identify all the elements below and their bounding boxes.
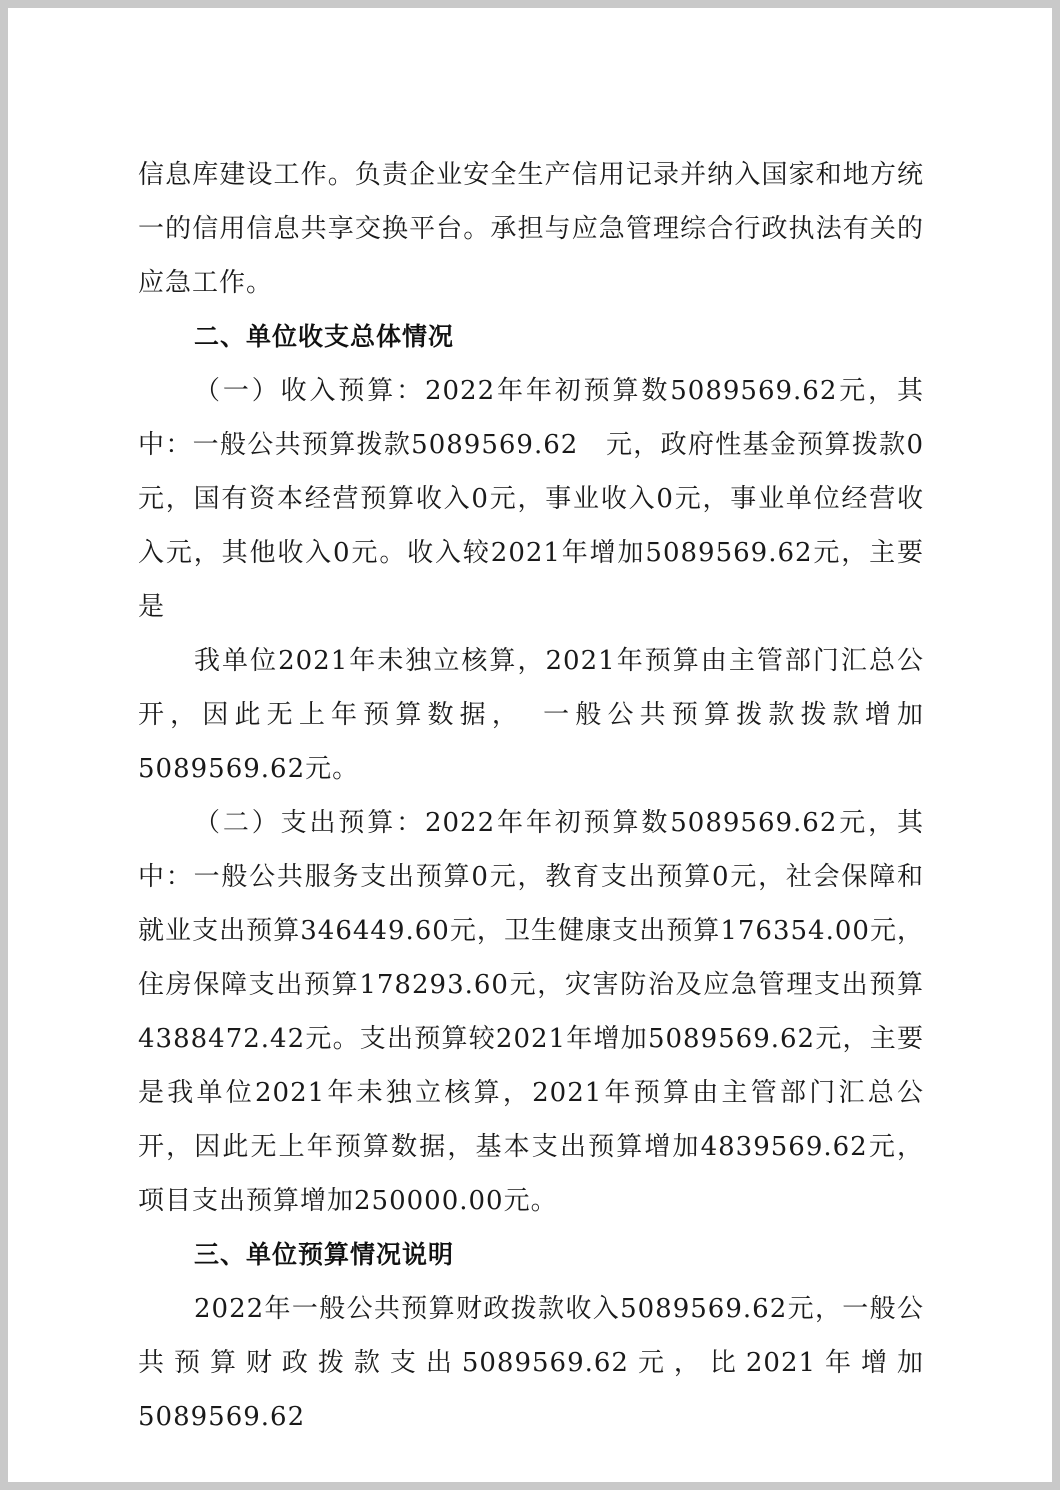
section-heading-3: 三、单位预算情况说明	[194, 1240, 455, 1269]
paragraph-expense-budget: （二）支出预算：2022年年初预算数5089569.62元，其中：一般公共服务支出预算0元，教育支出预算0元，社会保障和就业支出预算346449.60元，卫生健康支出预算176354.00元，住房保障支出预算178293.60元，灾害防治及应急管理支出预算4388472.42元。支出预算较2021年增加5089569.62元，主要是我单位2021年未独立核算，2021年预算由主管部门汇总公开，因此无上年预算数据，基本支出预算增加4839569.62元，项目支出预算增加250000.00元。	[138, 808, 924, 1216]
paragraph-income-budget: （一）收入预算：2022年年初预算数5089569.62元，其中：一般公共预算拨款5089569.62 元，政府性基金预算拨款0元，国有资本经营预算收入0元，事业收入0元，事业单位经营收入元，其他收入0元。收入较2021年增加5089569.62元，主要是	[138, 376, 924, 622]
document-page	[8, 8, 1052, 1482]
document-body	[138, 148, 924, 1444]
paragraph-intro: 信息库建设工作。负责企业安全生产信用记录并纳入国家和地方统一的信用信息共享交换平台。承担与应急管理综合行政执法有关的应急工作。	[138, 160, 924, 298]
section-heading-2: 二、单位收支总体情况	[194, 322, 455, 351]
paragraph-budget-explanation: 2022年一般公共预算财政拨款收入5089569.62元，一般公共预算财政拨款支出5089569.62元，比2021年增加5089569.62	[138, 1294, 924, 1432]
paragraph-income-reason: 我单位2021年未独立核算，2021年预算由主管部门汇总公开，因此无上年预算数据， 一般公共预算拨款拨款增加5089569.62元。	[138, 646, 924, 784]
